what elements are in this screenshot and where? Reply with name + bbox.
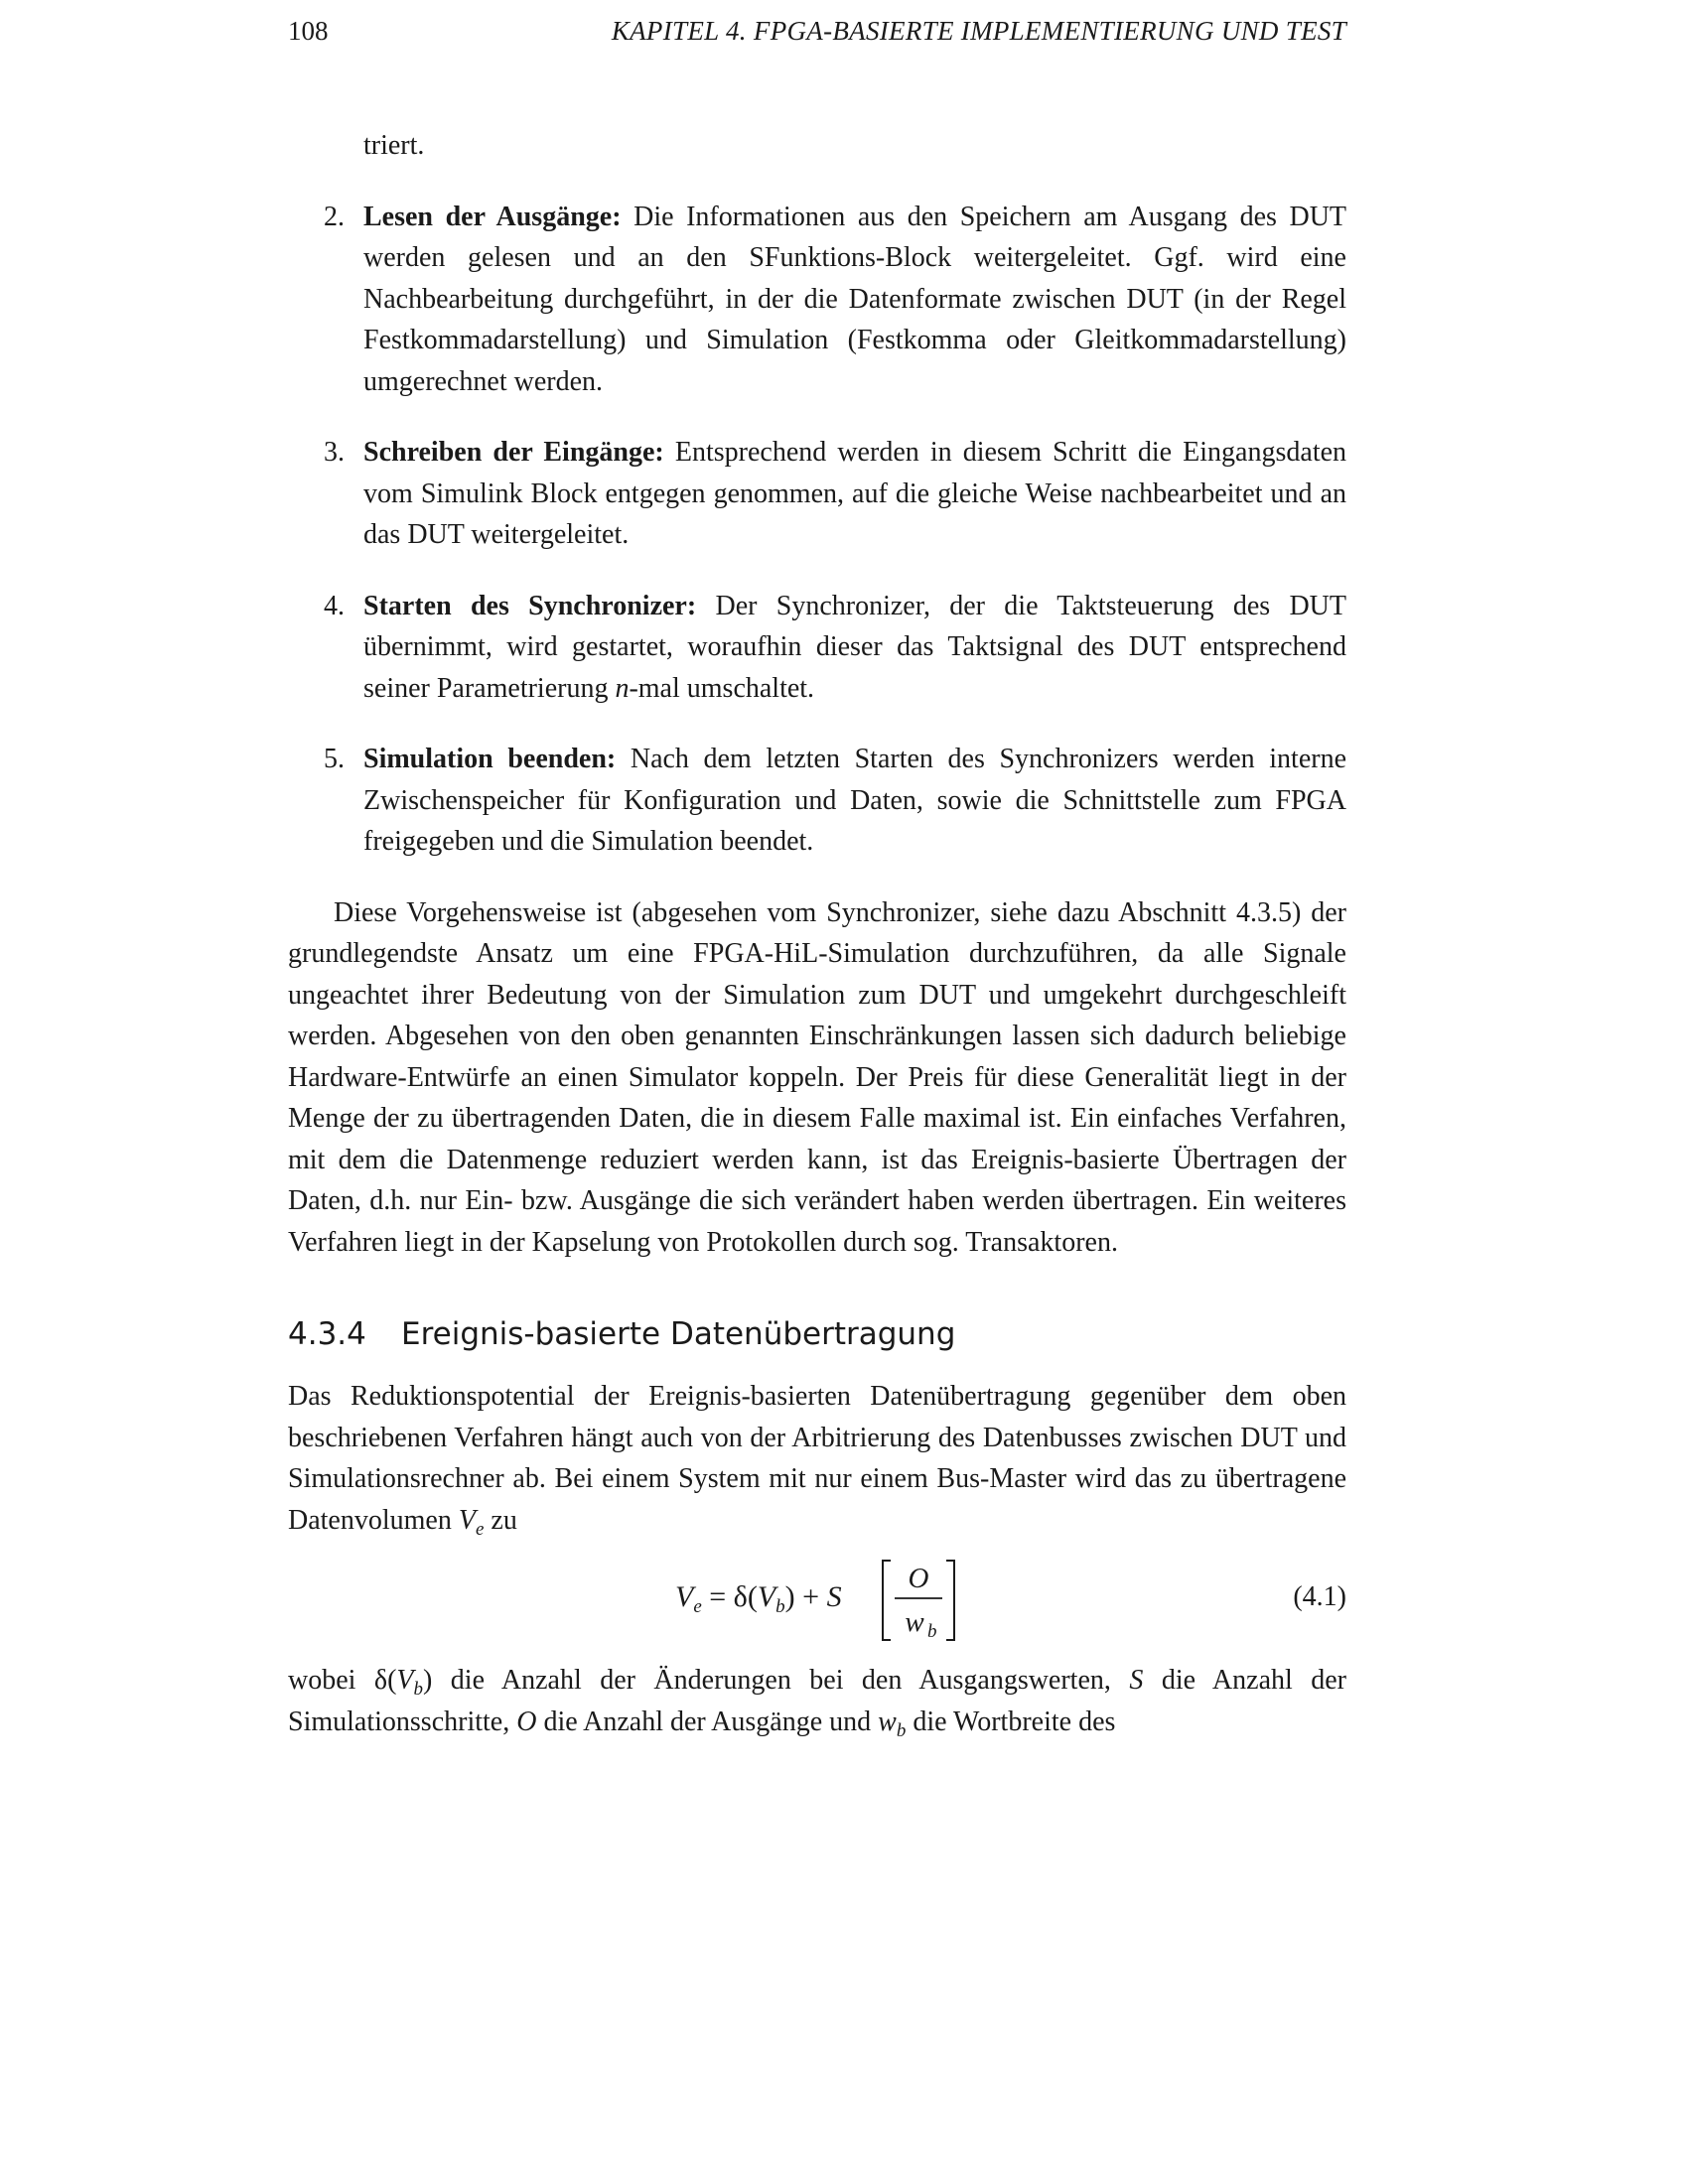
equation-number: (4.1) bbox=[1293, 1581, 1346, 1612]
equation-lhs: $V_e = \delta(V_b) + S$ bbox=[675, 1580, 842, 1617]
page-number: 108 bbox=[288, 16, 329, 46]
list-item bbox=[288, 432, 1346, 556]
step-list bbox=[288, 197, 1346, 863]
list-item-number: 2. bbox=[324, 201, 345, 232]
list-item-title: Starten des Synchronizer: bbox=[363, 590, 697, 621]
running-title: KAPITEL 4. FPGA-BASIERTE IMPLEMENTIERUNG UND TEST bbox=[611, 16, 1346, 46]
fraction-denominator: w bbox=[905, 1606, 924, 1638]
math-variable-n: n bbox=[615, 672, 630, 704]
list-item-text: Der Synchronizer, der die Taktsteuerung des DUT übernimmt, wird gestartet, woraufhin dieser das Taktsignal des DUT entsprechend seiner Parametrierung bbox=[363, 590, 1347, 704]
list-item-title: Simulation beenden: bbox=[363, 744, 617, 774]
main-text bbox=[288, 125, 1346, 1742]
equation bbox=[288, 1555, 1346, 1646]
equation-fraction bbox=[288, 1555, 1346, 1646]
list-item-text-end: -mal umschaltet. bbox=[629, 672, 815, 704]
section-heading bbox=[288, 1314, 1346, 1354]
section-title: Ereignis-basierte Datenübertragung bbox=[401, 1316, 956, 1352]
fraction-denominator-subscript: b bbox=[927, 1621, 937, 1642]
list-item-text: Die Informationen aus den Speichern am Ausgang des DUT werden gelesen und an den SFunktions-Block weitergeleitet. Ggf. wird eine Nachbearbeitung durchgeführt, in der die Datenformate zwischen DUT (in der Regel Festkommadarstellung) und Simulation (Festkomma oder Gleitkommadarstellung) umgerechnet werden. bbox=[363, 201, 1347, 397]
body-paragraph: Diese Vorgehensweise ist (abgesehen vom Synchronizer, siehe dazu Abschnitt 4.3.5) der grundlegendste Ansatz um eine FPGA-HiL-Simulation durchzuführen, da alle Signale ungeachtet ihrer Bedeutung von der Simulation zum DUT und umgekehrt durchgeschleift werden. Abgesehen von den oben genannten Einschränkungen lassen sich dadurch beliebige Hardware-Entwürfe an einen Simulator koppeln. Der Preis für diese Generalität liegt in der Menge der zu übertragenden Daten, die in diesem Falle maximal ist. Ein einfaches Verfahren, mit dem die Datenmenge reduziert werden kann, ist das Ereignis-basierte Übertragen der Daten, d.h. nur Ein- bzw. Ausgänge die sich verändert haben werden übertragen. Ein weiteres Verfahren liegt in der Kapselung von Protokollen durch sog. Transaktoren. bbox=[288, 896, 1346, 1258]
ceiling-bracket-left bbox=[883, 1561, 891, 1640]
running-header bbox=[288, 16, 1346, 56]
list-item-text: Nach dem letzten Starten des Synchronizers werden interne Zwischenspeicher für Konfiguration und Daten, sowie die Schnittstelle zum FPGA freigegeben und die Simulation beendet. bbox=[363, 744, 1347, 857]
math-subscript: e bbox=[475, 1518, 485, 1540]
list-item-number: 5. bbox=[324, 744, 345, 774]
continuation-line: triert. bbox=[363, 130, 425, 161]
list-item-number: 4. bbox=[324, 590, 345, 621]
list-item-number: 3. bbox=[324, 437, 345, 468]
list-item-title: Schreiben der Eingänge: bbox=[363, 437, 664, 468]
body-paragraph-3: wobei $\delta(V_b)$ die Anzahl der Änderungen bei den Ausgangswerten, S die Anzahl der Simulationsschritte, O die Anzahl der Ausgänge und $w_b$ die Wortbreite des bbox=[288, 1665, 1346, 1741]
list-item bbox=[288, 586, 1346, 710]
section-number: 4.3.4 bbox=[288, 1316, 366, 1352]
list-item bbox=[288, 739, 1346, 863]
math-variable: V bbox=[458, 1504, 476, 1536]
list-item-text: Entsprechend werden in diesem Schritt die Eingangsdaten vom Simulink Block entgegen genommen, auf die gleiche Weise nachbearbeitet und an das DUT weitergeleitet. bbox=[363, 437, 1347, 550]
ceiling-bracket-right bbox=[946, 1561, 954, 1640]
list-item-title: Lesen der Ausgänge: bbox=[363, 201, 622, 232]
list-item bbox=[288, 197, 1346, 403]
body-paragraph-2: Das Reduktionspotential der Ereignis-basierten Datenübertragung gegenüber dem oben beschriebenen Verfahren hängt auch von der Arbitrierung des Datenbusses zwischen DUT und Simulationsrechner ab. Bei einem System mit nur einem Bus-Master wird das zu übertragene Datenvolumen $V_e$ zu bbox=[288, 1381, 1346, 1540]
fraction-numerator: O bbox=[908, 1563, 929, 1594]
